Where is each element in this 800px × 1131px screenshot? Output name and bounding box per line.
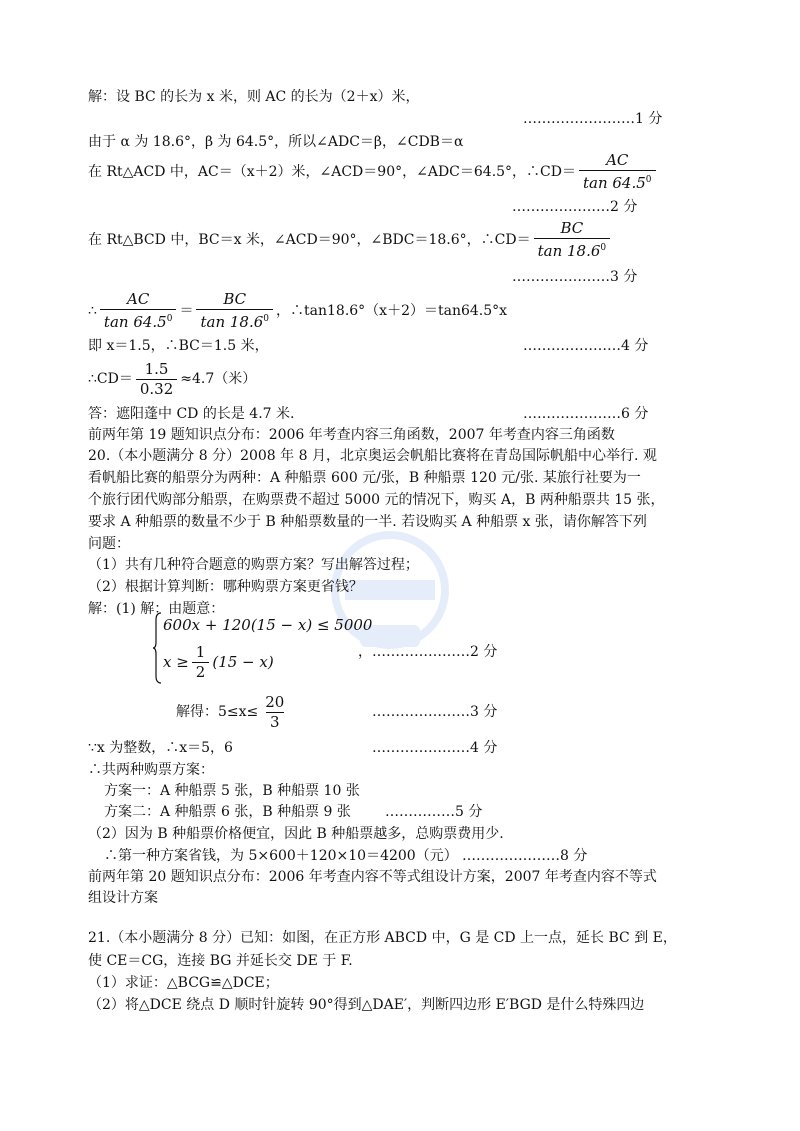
- line-4-text: 在 Rt△BCD 中，BC＝x 米，∠ACD＝90°，∠BDC＝18.6°，∴CD＝: [88, 232, 531, 248]
- equals-sign: ＝: [179, 303, 194, 319]
- fraction-one-half: [192, 643, 210, 682]
- score-20-5: ……………5 分: [385, 804, 483, 820]
- frac-den-text: tan 18.6: [537, 242, 601, 260]
- solution-line-5: [88, 290, 507, 332]
- problem-21-line-1: 21.（本小题满分 8 分）已知：如图，在正方形 ABCD 中，G 是 CD 上一点，延长 BC 到 E，: [88, 930, 677, 946]
- score-20-4: …………………4 分: [372, 740, 498, 756]
- frac-den-sup: 0: [263, 314, 270, 324]
- answer-line: 答：遮阳蓬中 CD 的长是 4.7 米.: [88, 406, 295, 422]
- frac-denominator: 0.32: [136, 379, 177, 399]
- therefore-symbol: ∴: [88, 303, 97, 319]
- line-5-tail: ，∴tan18.6°（x＋2）＝tan64.5°x: [276, 303, 508, 319]
- knowledge-note-19: 前两年第 19 题知识点分布：2006 年考查内容三角函数，2007 年考查内容三角函数: [88, 427, 615, 443]
- inequality-2: [163, 641, 274, 683]
- line-7-tail: ≈4.7（米）: [180, 371, 257, 387]
- fraction-20-3: [261, 693, 288, 732]
- part-2-conclusion: ∴第一种方案省钱，为 5×600＋120×10＝4200（元）: [104, 848, 458, 864]
- score-1: ……………………1 分: [523, 111, 663, 127]
- frac-denominator: [100, 309, 177, 332]
- frac-den-text: tan 64.5: [103, 313, 167, 331]
- system-comma: ，: [358, 644, 372, 660]
- problem-21-line-2: 使 CE＝CG，连接 BG 并延长交 DE 于 F.: [88, 953, 353, 969]
- knowledge-note-20-line-1: 前两年第 20 题知识点分布：2006 年考查内容不等式组设计方案，2007 年考查内容不等式: [88, 869, 657, 885]
- score-2: …………………2 分: [512, 199, 638, 215]
- score-20-3: …………………3 分: [372, 704, 498, 720]
- frac-numerator: 1: [195, 642, 206, 661]
- score-3: …………………3 分: [512, 269, 638, 285]
- problem-20-line-5: 问题：: [88, 536, 130, 552]
- solution-line-4: [88, 220, 613, 260]
- line-3-text: 在 Rt△ACD 中，AC＝（x＋2）米，∠ACD＝90°，∠ADC＝64.5°，∴CD＝: [88, 164, 576, 180]
- frac-denominator: 3: [266, 712, 284, 732]
- solution-line-3: [88, 152, 659, 192]
- solution-line-7: [88, 358, 256, 400]
- score-4: …………………4 分: [523, 338, 649, 354]
- ineq2-head: x ≥: [163, 653, 189, 671]
- line-7-head: ∴CD＝: [88, 371, 133, 387]
- frac-numerator: 20: [265, 692, 285, 711]
- frac-numerator: 1.5: [144, 359, 169, 378]
- part-2-reason: （2）因为 B 种船票价格便宜，因此 B 种船票越多，总购票费用少.: [88, 826, 504, 842]
- solution-20-intro: 解：(1) 解：由题意：: [88, 601, 225, 617]
- frac-denominator: 2: [192, 662, 210, 682]
- fraction-bc-tan186-b: [196, 290, 273, 332]
- question-20-1: （1）共有几种符合题意的购票方案？写出解答过程；: [88, 557, 419, 573]
- inequality-1: 600x + 120(15 − x) ≤ 5000: [163, 616, 373, 634]
- problem-20-line-2: 看帆船比赛的船票分为两种：A 种船票 600 元/张，B 种船票 120 元/张. 某旅行社要为一: [88, 470, 641, 486]
- frac-numerator: AC: [127, 290, 150, 308]
- solution-range-text: 解得：5≤x≤: [176, 704, 259, 720]
- fraction-bc-tan186: [534, 219, 611, 261]
- problem-20-line-1: 20.（本小题满分 8 分）2008 年 8 月，北京奥运会帆船比赛将在青岛国际帆船中心举行. 观: [88, 448, 657, 464]
- integer-line: ∵x 为整数，∴x＝5，6: [88, 740, 233, 756]
- plan-2: 方案二：A 种船票 6 张，B 种船票 9 张: [104, 804, 351, 820]
- solution-line-6: 即 x＝1.5，∴BC＝1.5 米，: [88, 338, 269, 354]
- frac-numerator: AC: [606, 151, 629, 169]
- frac-denominator: [196, 309, 273, 332]
- fraction-ac-tan645: [579, 151, 656, 193]
- score-6: …………………6 分: [523, 406, 649, 422]
- frac-den-sup: 0: [166, 314, 173, 324]
- system-brace: [152, 612, 162, 684]
- score-20-2: …………………2 分: [372, 644, 498, 660]
- solution-line-1: 解：设 BC 的长为 x 米，则 AC 的长为（2＋x）米，: [88, 89, 420, 105]
- plan-1: 方案一：A 种船票 5 张，B 种船票 10 张: [104, 783, 360, 799]
- score-20-8: …………………8 分: [462, 848, 588, 864]
- question-20-2: （2）根据计算判断：哪种购票方案更省钱？: [88, 579, 363, 595]
- two-plans-line: ∴共两种购票方案：: [88, 762, 214, 778]
- problem-20-line-4: 要求 A 种船票的数量不少于 B 种船票数量的一半. 若设购买 A 种船票 x 张，请你解答下列: [88, 514, 647, 530]
- knowledge-note-20-line-2: 组设计方案: [88, 890, 158, 906]
- ineq2-tail: (15 − x): [212, 653, 274, 671]
- question-21-2: （2）将△DCE 绕点 D 顺时针旋转 90°得到△DAE′，判断四边形 E′BGD 是什么特殊四边: [88, 997, 645, 1013]
- fraction-15-032: [136, 360, 177, 399]
- question-21-1: （1）求证：△BCG≌△DCE；: [88, 975, 279, 991]
- problem-20-line-3: 个旅行团代购部分船票，在购票费不超过 5000 元的情况下，购买 A，B 两种船票共 15 张，: [88, 492, 665, 508]
- frac-numerator: BC: [223, 290, 247, 308]
- frac-denominator: [534, 238, 611, 261]
- frac-denominator: [579, 170, 656, 193]
- frac-den-text: tan 64.5: [582, 174, 646, 192]
- frac-den-sup: 0: [600, 243, 607, 253]
- frac-numerator: BC: [560, 219, 584, 237]
- solution-range: [176, 690, 291, 734]
- frac-den-sup: 0: [645, 175, 652, 185]
- frac-den-text: tan 18.6: [200, 313, 264, 331]
- solution-line-2: 由于 α 为 18.6°，β 为 64.5°，所以∠ADC＝β，∠CDB＝α: [88, 134, 464, 150]
- fraction-ac-tan645-b: [100, 290, 177, 332]
